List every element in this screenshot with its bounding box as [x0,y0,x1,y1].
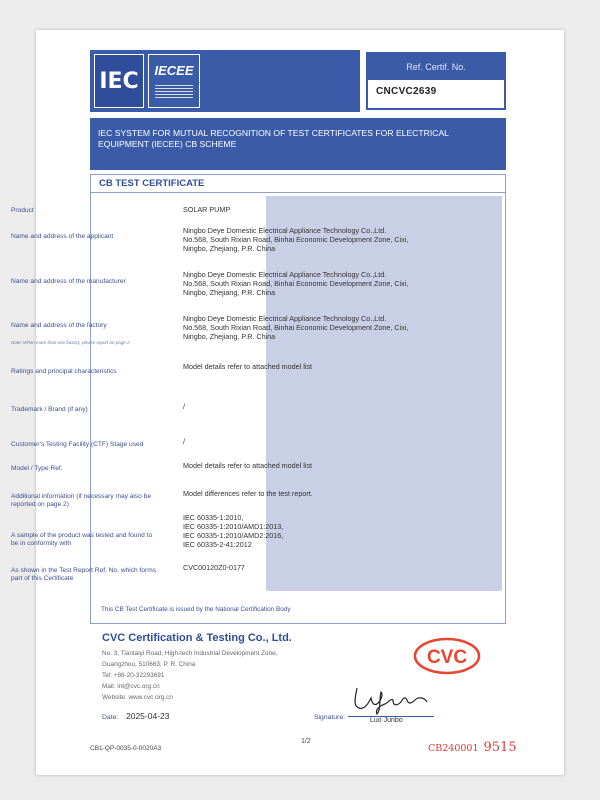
value-standard: IEC 60335-1:2010, [183,513,244,522]
date-label: Date: [102,714,119,721]
label-model: Model / Type Ref. [11,465,63,472]
label-manufacturer: Name and address of the manufacturer [11,278,126,285]
value-standard: IEC 60335-2-41:2012 [183,540,252,549]
value-trademark: / [183,402,185,411]
serial-prefix: CB240001 [428,743,479,754]
cvc-logo-text: CVC [426,647,468,668]
iec-logo: IEC [94,54,144,108]
iecee-logo [148,54,200,108]
page-number: 1/2 [301,738,311,745]
issuer-website: Website: www.cvc.org.cn [102,694,173,701]
cb-certificate-heading: CB TEST CERTIFICATE [91,175,505,193]
serial-number [428,740,517,755]
label-ctf: Customer's Testing Facility (CTF) Stage used [11,441,144,448]
ref-value: CNCVC2639 [376,86,437,97]
value-ratings: Model details refer to attached model list [183,362,313,371]
ref-label: Ref. Certif. No. [368,54,504,80]
handwritten-signature [345,680,435,716]
label-product: Product [11,207,34,214]
value-product: SOLAR PUMP [183,205,231,214]
signature-label: Signature: [314,714,345,721]
issuer-address-line: Guangzhou, 510663, P. R. China [102,661,196,668]
issuer-phone: Tel: +86-20-32293691 [102,672,165,679]
label-sample: A sample of the product was tested and found to be in conformity with [11,532,153,547]
value-manufacturer: Ningbo Deye Domestic Electrical Appliance Technology Co.,Ltd. No.568, South Rixian Road, Binhai Economic Development Zone, Cixi, Ningbo, Zhejiang, P.R. China [183,270,409,297]
label-additional: Additional information (if necessary may also be reported on page 2) [11,493,152,508]
label-trademark: Trademark / Brand (if any) [11,406,88,413]
ref-certificate-box [366,52,506,110]
issuer-name: CVC Certification & Testing Co., Ltd. [102,632,292,644]
value-additional: Model differences refer to the test report. [183,489,313,498]
form-code: CB1-QP-0035-0-0020A3 [90,745,162,752]
cvc-logo [412,636,482,676]
issuer-address-line: No. 3, Tiantaiyi Road, High-tech Industrial Development Zone, [102,650,278,657]
value-model: Model details refer to attached model list [183,461,313,470]
issuer-email: Mail: int@cvc.org.cn [102,683,160,690]
date-value: 2025-04-23 [126,711,170,721]
label-report: As shown in the Test Report Ref. No. which forms part of this Certificate [11,567,157,582]
value-factory: Ningbo Deye Domestic Electrical Appliance Technology Co.,Ltd. No.568, South Rixian Road, Binhai Economic Development Zone, Cixi, Ningbo, Zhejiang, P.R. China [183,314,409,341]
label-factory-note: Note: When more than one factory, please report on page 2 [11,340,130,345]
signatory-name: Luo Junbo [370,717,403,724]
value-report: CVC00120Z0-0177 [183,563,245,572]
value-applicant: Ningbo Deye Domestic Electrical Appliance Technology Co.,Ltd. No.568, South Rixian Road, Binhai Economic Development Zone, Cixi, Ningbo, Zhejiang, P.R. China [183,226,409,253]
label-factory: Name and address of the factory [11,322,107,329]
value-standard: IEC 60335-1:2010/AMD2:2016, [183,531,284,540]
value-standard: IEC 60335-1:2010/AMD1:2013, [183,522,284,531]
label-applicant: Name and address of the applicant [11,233,114,240]
iecee-logo-text: IECEE [154,63,194,78]
serial-digits: 9515 [483,740,517,755]
issued-by-text: This CB Test Certificate is issued by the National Certification Body [101,606,291,613]
iecee-stripes-icon [155,85,193,99]
label-ratings: Ratings and principal characteristics [11,368,117,375]
scheme-title: IEC SYSTEM FOR MUTUAL RECOGNITION OF TEST CERTIFICATES FOR ELECTRICAL EQUIPMENT (IECEE) CB SCHEME [90,118,506,170]
value-ctf: / [183,437,185,446]
logo-banner [90,50,360,112]
